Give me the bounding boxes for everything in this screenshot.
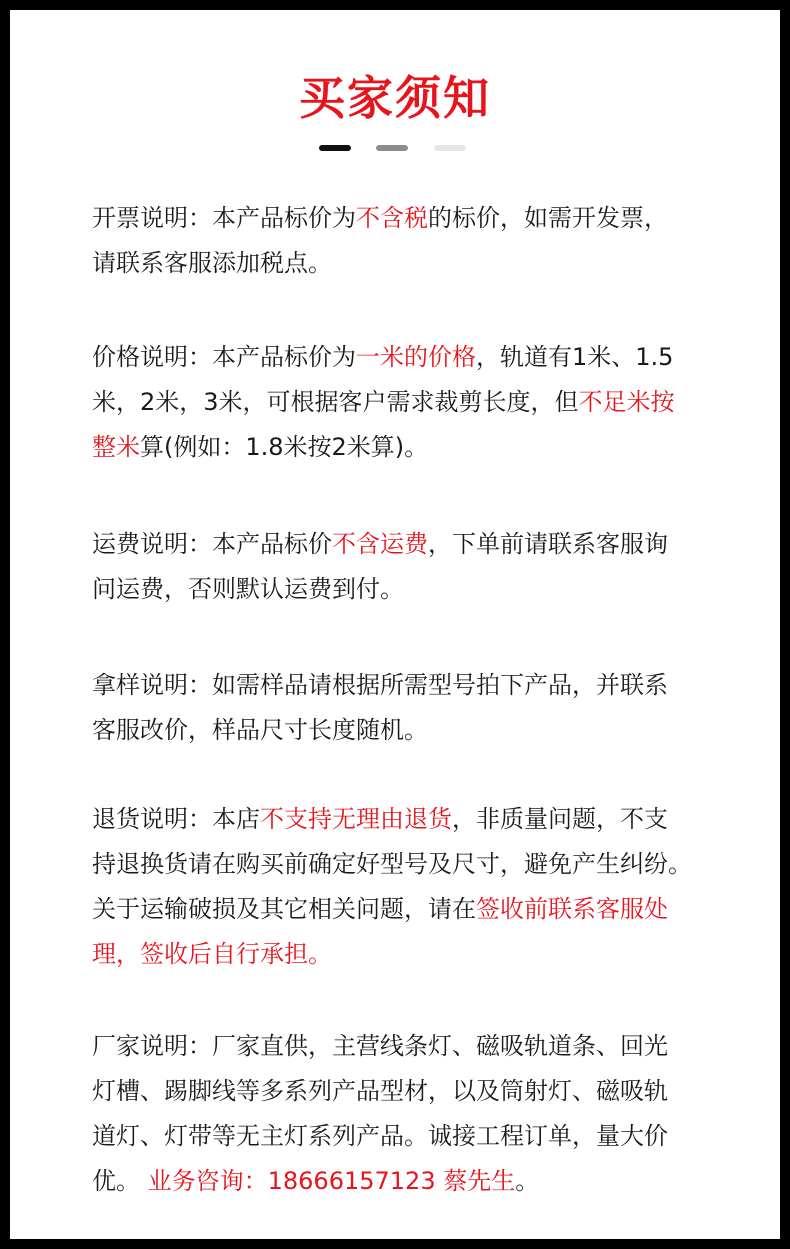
shipping-section — [92, 522, 752, 612]
notice-card — [10, 10, 780, 1239]
text-line: 客服改价，样品尺寸长度随机。 — [92, 716, 428, 744]
indicator-dot[interactable] — [376, 145, 408, 151]
highlight-text: 签收前联系客服处 — [476, 895, 668, 923]
text-line: 米，2米，3米，可根据客户需求裁剪长度，但不足米按 — [92, 388, 675, 416]
sample-section — [92, 663, 752, 753]
text-line: 开票说明：本产品标价为不含税的标价，如需开发票， — [92, 204, 668, 232]
indicator-dot-active[interactable] — [319, 145, 351, 151]
text-line: 理，签收后自行承担。 — [92, 940, 332, 968]
text-line: 关于运输破损及其它相关问题，请在签收前联系客服处 — [92, 895, 668, 923]
highlight-text: 不支持无理由退货 — [260, 805, 452, 833]
invoice-section — [92, 196, 752, 286]
highlight-text: 一米的价格 — [356, 343, 476, 371]
carousel-indicator — [10, 145, 780, 151]
factory-section — [92, 1024, 752, 1204]
text-line: 灯槽、踢脚线等多系列产品型材，以及筒射灯、磁吸轨 — [92, 1077, 668, 1105]
page-title: 买家须知 — [299, 71, 491, 125]
text-line: 优。 业务咨询：18666157123 蔡先生。 — [92, 1167, 540, 1195]
text-line: 退货说明：本店不支持无理由退货，非质量问题，不支 — [92, 805, 668, 833]
highlight-text: 不含税 — [356, 204, 428, 232]
price-section — [92, 335, 752, 470]
highlight-text: 不足米按 — [578, 388, 675, 416]
text-line: 价格说明：本产品标价为一米的价格，轨道有1米、1.5 — [92, 343, 674, 371]
text-line: 持退换货请在购买前确定好型号及尺寸，避免产生纠纷。 — [92, 850, 692, 878]
highlight-text: 不含运费 — [332, 530, 428, 558]
highlight-text: 整米 — [92, 433, 140, 461]
contact-info[interactable]: 业务咨询：18666157123 蔡先生 — [140, 1167, 516, 1195]
highlight-text: 理，签收后自行承担 — [92, 940, 308, 968]
text-line: 运费说明：本产品标价不含运费，下单前请联系客服询 — [92, 530, 668, 558]
returns-section — [92, 797, 752, 977]
text-line: 整米算(例如：1.8米按2米算)。 — [92, 433, 429, 461]
text-line: 厂家说明：厂家直供，主营线条灯、磁吸轨道条、回光 — [92, 1032, 668, 1060]
text-line: 问运费，否则默认运费到付。 — [92, 575, 404, 603]
text-line: 请联系客服添加税点。 — [92, 249, 332, 277]
text-line: 道灯、灯带等无主灯系列产品。诚接工程订单，量大价 — [92, 1122, 668, 1150]
text-line: 拿样说明：如需样品请根据所需型号拍下产品，并联系 — [92, 671, 668, 699]
indicator-dot[interactable] — [434, 145, 466, 151]
